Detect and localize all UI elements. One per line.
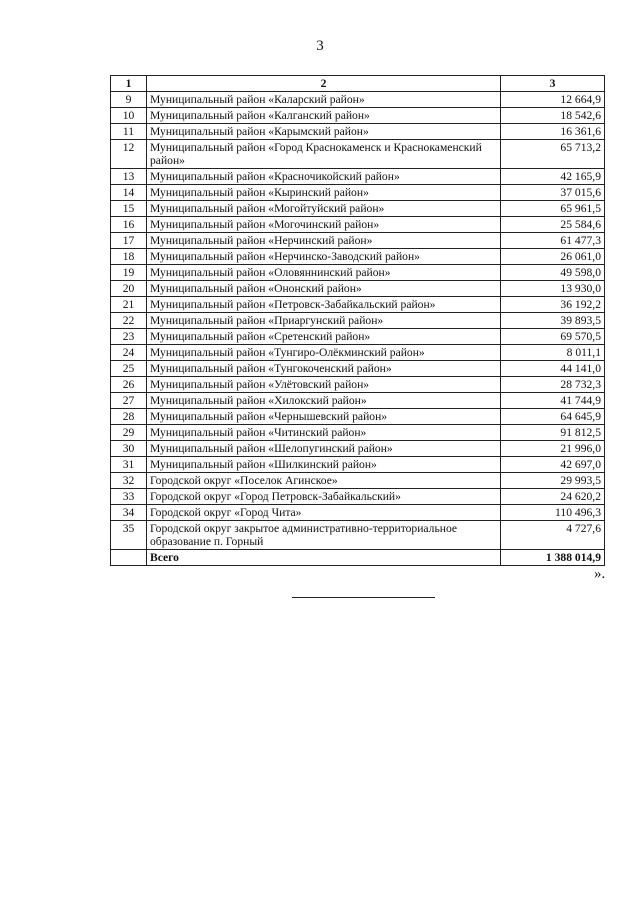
row-number: 11 [111,124,147,140]
table-body [111,92,605,550]
row-name: Муниципальный район «Улётовский район» [147,377,501,393]
table-row [111,265,605,281]
row-value: 65 961,5 [501,201,605,217]
row-number: 28 [111,409,147,425]
row-number: 29 [111,425,147,441]
table-row [111,185,605,201]
row-name: Муниципальный район «Нерчинский район» [147,233,501,249]
table-row [111,124,605,140]
row-name: Муниципальный район «Калганский район» [147,108,501,124]
total-label: Всего [147,550,501,566]
table-row [111,409,605,425]
table-row [111,377,605,393]
table-row [111,345,605,361]
row-number: 23 [111,329,147,345]
row-name: Муниципальный район «Шилкинский район» [147,457,501,473]
row-value: 4 727,6 [501,521,605,550]
row-number: 17 [111,233,147,249]
row-number: 24 [111,345,147,361]
separator-line [292,597,435,598]
table-row [111,473,605,489]
budget-table [110,75,605,566]
row-value: 41 744,9 [501,393,605,409]
row-value: 8 011,1 [501,345,605,361]
row-name: Городской округ «Поселок Агинское» [147,473,501,489]
table-row [111,297,605,313]
table-row [111,217,605,233]
row-name: Муниципальный район «Город Краснокаменск и Краснокаменский район» [147,140,501,169]
row-number: 26 [111,377,147,393]
table-row [111,233,605,249]
row-name: Муниципальный район «Ононский район» [147,281,501,297]
row-value: 25 584,6 [501,217,605,233]
row-name: Муниципальный район «Красночикойский район» [147,169,501,185]
row-number: 15 [111,201,147,217]
table-row [111,441,605,457]
row-number: 32 [111,473,147,489]
row-value: 26 061,0 [501,249,605,265]
row-value: 36 192,2 [501,297,605,313]
table-row [111,329,605,345]
page-number: 3 [316,38,324,54]
row-value: 16 361,6 [501,124,605,140]
table-row [111,108,605,124]
row-name: Городской округ закрытое административно-территориальное образование п. Горный [147,521,501,550]
row-value: 29 993,5 [501,473,605,489]
table-row [111,425,605,441]
table-row [111,281,605,297]
row-name: Муниципальный район «Тунгиро-Олёкминский район» [147,345,501,361]
row-value: 39 893,5 [501,313,605,329]
table-header-row [111,76,605,92]
row-value: 61 477,3 [501,233,605,249]
row-name: Муниципальный район «Петровск-Забайкальский район» [147,297,501,313]
row-value: 42 697,0 [501,457,605,473]
row-name: Муниципальный район «Каларский район» [147,92,501,108]
total-value: 1 388 014,9 [501,550,605,566]
row-number: 21 [111,297,147,313]
total-row [111,550,605,566]
row-name: Муниципальный район «Могочинский район» [147,217,501,233]
row-number: 12 [111,140,147,169]
row-name: Муниципальный район «Хилокский район» [147,393,501,409]
row-value: 64 645,9 [501,409,605,425]
row-value: 18 542,6 [501,108,605,124]
row-name: Муниципальный район «Карымский район» [147,124,501,140]
row-value: 44 141,0 [501,361,605,377]
row-number: 13 [111,169,147,185]
table-row [111,521,605,550]
row-number: 16 [111,217,147,233]
row-value: 12 664,9 [501,92,605,108]
row-value: 21 996,0 [501,441,605,457]
table-row [111,393,605,409]
row-name: Муниципальный район «Читинский район» [147,425,501,441]
row-name: Муниципальный район «Тунгокоченский район» [147,361,501,377]
row-number: 19 [111,265,147,281]
table-row [111,169,605,185]
closing-quote-mark: ». [594,566,606,582]
row-number: 10 [111,108,147,124]
row-number: 30 [111,441,147,457]
row-number: 22 [111,313,147,329]
row-value: 28 732,3 [501,377,605,393]
row-value: 13 930,0 [501,281,605,297]
row-value: 69 570,5 [501,329,605,345]
row-name: Муниципальный район «Сретенский район» [147,329,501,345]
row-number: 18 [111,249,147,265]
column-header-number: 1 [111,76,147,92]
row-name: Городской округ «Город Чита» [147,505,501,521]
table-row [111,313,605,329]
row-value: 65 713,2 [501,140,605,169]
row-name: Городской округ «Город Петровск-Забайкальский» [147,489,501,505]
table-row [111,505,605,521]
row-name: Муниципальный район «Нерчинско-Заводский район» [147,249,501,265]
row-value: 110 496,3 [501,505,605,521]
table-row [111,361,605,377]
row-number: 35 [111,521,147,550]
table-row [111,457,605,473]
total-number-cell [111,550,147,566]
row-number: 20 [111,281,147,297]
column-header-value: 3 [501,76,605,92]
table-row [111,92,605,108]
table-row [111,140,605,169]
row-number: 14 [111,185,147,201]
row-number: 9 [111,92,147,108]
row-number: 31 [111,457,147,473]
column-header-name: 2 [147,76,501,92]
row-number: 25 [111,361,147,377]
row-value: 49 598,0 [501,265,605,281]
row-number: 27 [111,393,147,409]
row-name: Муниципальный район «Приаргунский район» [147,313,501,329]
row-name: Муниципальный район «Чернышевский район» [147,409,501,425]
row-name: Муниципальный район «Кыринский район» [147,185,501,201]
table-row [111,201,605,217]
row-name: Муниципальный район «Оловяннинский район» [147,265,501,281]
row-name: Муниципальный район «Шелопугинский район» [147,441,501,457]
row-value: 42 165,9 [501,169,605,185]
row-number: 33 [111,489,147,505]
table-row [111,489,605,505]
row-value: 24 620,2 [501,489,605,505]
row-name: Муниципальный район «Могойтуйский район» [147,201,501,217]
row-value: 91 812,5 [501,425,605,441]
row-number: 34 [111,505,147,521]
row-value: 37 015,6 [501,185,605,201]
table-row [111,249,605,265]
